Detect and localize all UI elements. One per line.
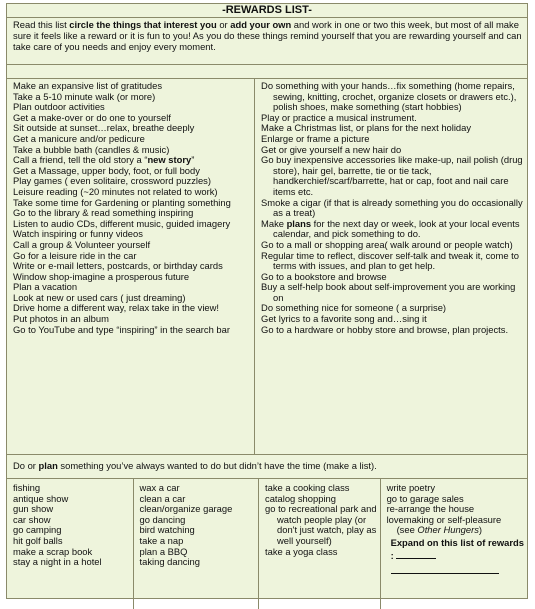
list-item: Get a Massage, upper body, foot, or full body (13, 164, 200, 176)
wish-item: clean a car (139, 492, 186, 504)
list-item: Do something nice for someone ( a surprise) (261, 302, 447, 314)
list-item: Get a make-over or do one to yourself (13, 111, 171, 123)
wish-column-1 (7, 479, 133, 609)
right-reward-list (255, 79, 527, 454)
list-item: Listen to audio CDs, different music, guided imagery (13, 217, 231, 229)
expand-blank-line[interactable] (391, 561, 499, 574)
wish-item: antique show (13, 492, 69, 504)
item-text: for the next day or week, look at your local events calendar, and pick something to do. (273, 217, 520, 240)
item-bold-text: plans (286, 217, 312, 229)
item-bold-text: new story (147, 154, 192, 166)
list-item: Go to a hardware or hobby store and browse, plan projects. (261, 323, 509, 335)
intro-paragraph (7, 18, 527, 65)
wish-item: (see Other Hungers) (396, 524, 483, 536)
rewards-sheet (6, 3, 528, 599)
list-item: Put photos in an album (13, 313, 109, 325)
wish-item: go to recreational park and watch people play (or don't just watch, play as well yourself) (265, 503, 377, 546)
wish-item: plan a BBQ (139, 545, 188, 557)
page-title: -REWARDS LIST- (7, 4, 527, 18)
list-item: Plan a vacation (13, 281, 78, 293)
wish-column-2 (133, 479, 259, 609)
list-item: Make a Christmas list, or plans for the next holiday (261, 122, 472, 134)
list-item: Call a group & Volunteer yourself (13, 238, 151, 250)
wish-list-columns (7, 479, 527, 609)
list-item: Enlarge or frame a picture (261, 132, 370, 144)
intro-text-1: Read this list (13, 19, 70, 30)
expand-prompt (387, 538, 524, 561)
list-item: Get lyrics to a favorite song and…sing it (261, 313, 427, 325)
item-text: ” (191, 154, 195, 166)
do-plan-pre: Do or (13, 460, 39, 471)
list-item: Take a bubble bath (candles & music) (13, 143, 170, 155)
list-item: Get a manicure and/or pedicure (13, 132, 145, 144)
list-item: Plan outdoor activities (13, 101, 105, 113)
item-text: Call a friend, tell the old story a “ (13, 154, 148, 166)
wish-column-4 (380, 479, 527, 609)
wish-item: wax a car (139, 482, 180, 493)
wish-item: stay a night in a hotel (13, 556, 102, 568)
list-item: Go for a leisure ride in the car (13, 249, 137, 261)
wish-item: bird watching (139, 524, 195, 536)
intro-bold-1: circle the things that interest you (69, 19, 217, 30)
wish-item: take a nap (139, 534, 184, 546)
list-item: Play or practice a musical instrument. (261, 111, 417, 123)
wish-item: gun show (13, 503, 54, 515)
expand-blank[interactable] (396, 549, 436, 559)
wish-item: go to garage sales (386, 492, 464, 504)
list-item: Leisure reading (~20 minutes not related to work) (13, 185, 218, 197)
wish-item: clean/organize garage (139, 503, 233, 515)
intro-text-2: or (216, 19, 231, 30)
list-item: Go to the library & read something inspiring (13, 207, 194, 219)
wish-item: write poetry (386, 482, 436, 493)
list-item: Go buy inexpensive accessories like make-up, nail polish (drug store), hair gel, barrette, tie or tie tack, handkerchief/scarf/barrette, hat or cap, foot and nail care items etc. (261, 154, 523, 197)
reward-columns (7, 79, 527, 455)
list-item: Buy a self-help book about self-improvement you are working on (261, 281, 516, 303)
item-text: Make (261, 217, 287, 229)
wish-item: re-arrange the house (386, 503, 475, 515)
list-item: Regular time to reflect, discover self-talk and tweak it, come to terms with issues, and plan to get help. (261, 249, 519, 272)
wish-item: make a scrap book (13, 545, 93, 557)
list-item: Drive home a different way, relax take in the view! (13, 302, 219, 314)
expand-label: Expand on this list of rewards : (390, 536, 524, 561)
list-item: Smoke a cigar (if that is already something you do occasionally as a treat) (261, 196, 523, 219)
list-item: Go to a mall or shopping area( walk around or people watch) (261, 238, 513, 250)
list-item: Go to a bookstore and browse (261, 270, 387, 282)
list-item: Look at new or used cars ( just dreaming) (13, 291, 186, 303)
wish-item: take a yoga class (265, 545, 338, 557)
list-item (261, 219, 524, 240)
wish-item: taking dancing (139, 556, 200, 568)
wish-item: go dancing (139, 513, 186, 525)
list-item: Take some time for Gardening or planting something (13, 196, 231, 208)
wish-column-3 (258, 479, 380, 609)
list-item: Watch inspiring or funny videos (13, 228, 143, 240)
intro-bold-2: add your own (230, 19, 292, 30)
do-plan-bold: plan (38, 460, 58, 471)
list-item: Do something with your hands…fix something (home repairs, sewing, knitting, crochet, organize closets or drawers etc.), polish shoes, make something (start hobbies) (261, 80, 517, 113)
list-item: Take a 5-10 minute walk (or more) (13, 90, 156, 102)
list-item: Window shop-imagine a prosperous future (13, 270, 190, 282)
wish-item: fishing (13, 482, 41, 493)
wish-item: lovemaking or self-pleasure (386, 513, 502, 525)
do-plan-line (7, 455, 527, 479)
list-item: Write or e-mail letters, postcards, or birthday cards (13, 260, 223, 272)
list-item: Sit outside at sunset…relax, breathe deeply (13, 122, 195, 134)
intro-text-3: and work in one or two this week, but most of all make sure it feels like a reward or it is fun to you! As you do these things remind yourself that you are rewarding yourself and can take care of you needs and enjoy every moment. (13, 19, 522, 53)
spacer-row (7, 65, 527, 79)
wish-item: car show (13, 513, 51, 525)
list-item: Go to YouTube and type “inspiring” in the search bar (13, 323, 230, 335)
wish-item: catalog shopping (265, 492, 336, 504)
left-reward-list (7, 79, 255, 454)
wish-item: go camping (13, 524, 62, 536)
list-item: Make an expansive list of gratitudes (13, 80, 163, 91)
wish-item: hit golf balls (13, 534, 63, 546)
list-item: Play games ( even solitaire, crossword puzzles) (13, 175, 211, 187)
do-plan-post: something you’ve always wanted to do but didn’t have the time (make a list). (57, 460, 377, 471)
wish-item: take a cooking class (265, 482, 350, 493)
list-item: Get or give yourself a new hair do (261, 143, 402, 155)
